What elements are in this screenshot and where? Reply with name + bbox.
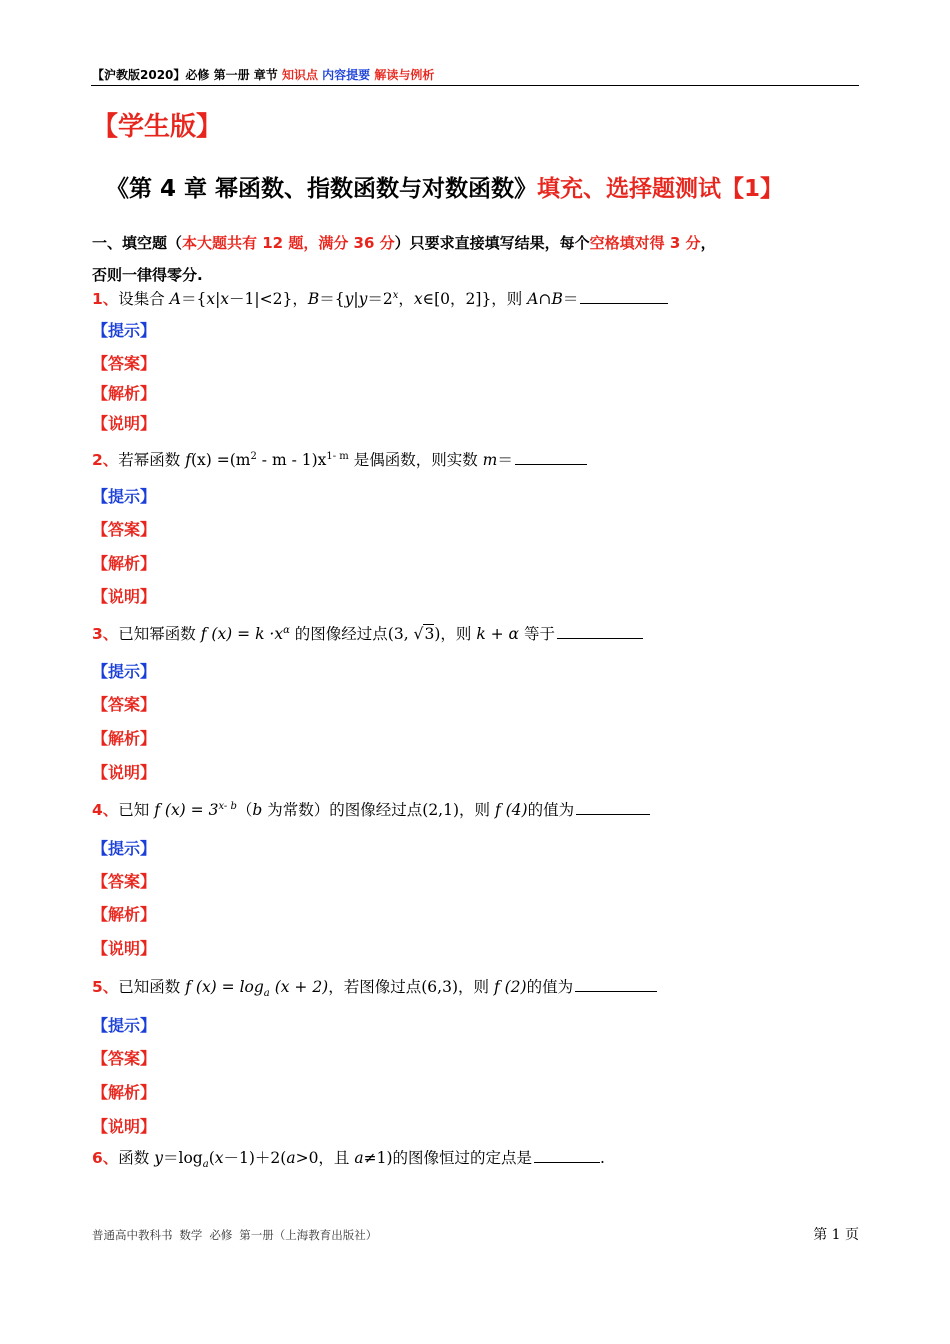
q-var: a xyxy=(354,1149,364,1167)
q5-analysis-label: 【解析】 xyxy=(92,1083,157,1102)
section-score: 本大题共有 12 题，满分 36 分 xyxy=(182,234,395,252)
q-text: >0，且 xyxy=(295,1149,355,1167)
q-text: ＝{ xyxy=(319,290,345,308)
q4-note-label: 【说明】 xyxy=(92,939,157,958)
q-var: a xyxy=(286,1149,296,1167)
answer-blank[interactable] xyxy=(580,288,668,304)
q-formula: f (x) = log xyxy=(185,978,264,996)
question-4 xyxy=(92,798,650,820)
q5-note-label: 【说明】 xyxy=(92,1117,157,1136)
q-expr: k + α xyxy=(476,625,520,643)
question-5 xyxy=(92,975,657,999)
q-text: ＝ xyxy=(562,290,579,308)
q-text: ∩ xyxy=(538,290,552,308)
q2-note-label: 【说明】 xyxy=(92,587,157,606)
question-number: 3、 xyxy=(92,625,119,643)
section-instructions xyxy=(92,232,716,253)
question-number: 6、 xyxy=(92,1149,119,1167)
q-text: ＝2 xyxy=(367,290,393,308)
q-var: B xyxy=(307,290,320,308)
question-6 xyxy=(92,1146,605,1170)
q-var: y xyxy=(344,290,354,308)
q1-analysis-label: 【解析】 xyxy=(92,384,157,403)
q5-hint-label: 【提示】 xyxy=(92,1016,157,1035)
q-point: (2,1) xyxy=(422,801,460,819)
q-var: x xyxy=(220,290,230,308)
q-subscript: a xyxy=(202,1159,209,1171)
q1-hint-label: 【提示】 xyxy=(92,321,157,340)
question-number: 5、 xyxy=(92,978,119,996)
q-var: x xyxy=(206,290,216,308)
q-exponent: x- b xyxy=(218,800,237,812)
q-text: ，若图像过点 xyxy=(328,978,422,996)
question-number: 1、 xyxy=(92,290,119,308)
q-var: A xyxy=(169,290,181,308)
q-formula: f (x) = k ·x xyxy=(200,625,284,643)
q-text: | xyxy=(353,290,359,308)
q-text: 已知 xyxy=(118,801,155,819)
q-text: ，则 xyxy=(440,625,477,643)
q-text: （ xyxy=(236,801,253,819)
q-text: | xyxy=(215,290,221,308)
q-var: y xyxy=(358,290,368,308)
q2-hint-label: 【提示】 xyxy=(92,487,157,506)
question-number: 2、 xyxy=(92,451,119,469)
q-var: m xyxy=(482,451,498,469)
q-var: A xyxy=(527,290,539,308)
q-var: B xyxy=(551,290,563,308)
q-point: (3, xyxy=(387,625,414,643)
question-number: 4、 xyxy=(92,801,119,819)
q-text: ( xyxy=(208,1149,215,1167)
q4-analysis-label: 【解析】 xyxy=(92,905,157,924)
header-divider xyxy=(91,85,859,86)
q-formula: f (x) = 3 xyxy=(154,801,219,819)
question-3: 3、已知幂函数 f $(x) = k \cdot x^\alpha$ 的图像经过点(3, √3)，则 k + α 等于 xyxy=(92,622,643,644)
section-instructions-line2: 否则一律得零分. xyxy=(92,266,203,284)
q-text: ， xyxy=(398,290,414,308)
q-sqrt: 3 xyxy=(424,625,435,643)
answer-blank[interactable] xyxy=(557,623,643,639)
q-point: ) xyxy=(434,625,441,643)
q-expr: f (2) xyxy=(493,978,527,996)
q3-hint-label: 【提示】 xyxy=(92,662,157,681)
q-expr: f (4) xyxy=(494,801,528,819)
header-summary: 内容提要 xyxy=(317,68,371,82)
page-number: 第 1 页 xyxy=(813,1227,859,1243)
q-subscript: a xyxy=(263,988,270,1000)
q-text: ＝log xyxy=(163,1149,203,1167)
question-2 xyxy=(92,448,587,470)
q1-note-label: 【说明】 xyxy=(92,414,157,433)
version-label: 【学生版】 xyxy=(92,112,223,142)
title-test: 填充、选择题测试【1】 xyxy=(537,176,784,202)
q5-answer-label: 【答案】 xyxy=(92,1049,157,1068)
q-text: . xyxy=(600,1149,605,1167)
q-text: 是偶函数，则实数 xyxy=(348,451,483,469)
answer-blank[interactable] xyxy=(576,799,650,815)
q-var: b xyxy=(252,801,263,819)
q-exponent: x xyxy=(392,289,399,301)
q4-hint-label: 【提示】 xyxy=(92,839,157,858)
page-title xyxy=(106,170,783,203)
q-text: 等于 xyxy=(519,625,555,643)
q-text: －1|<2}， xyxy=(229,290,308,308)
q-text: 的值为 xyxy=(526,978,574,996)
q-text: 的值为 xyxy=(527,801,575,819)
q2-analysis-label: 【解析】 xyxy=(92,554,157,573)
header-knowledge: 知识点 xyxy=(281,68,318,82)
q-exponent: 1- m xyxy=(326,450,349,462)
title-chapter: 《第 4 章 幂函数、指数函数与对数函数》 xyxy=(106,176,538,202)
q-text: ≠1)的图像恒过的定点是 xyxy=(363,1149,533,1167)
answer-blank[interactable] xyxy=(575,976,657,992)
q-text: ＝ xyxy=(497,451,513,469)
q-exponent: 2 xyxy=(250,450,257,462)
q-formula: - m - 1)x xyxy=(256,451,327,469)
q-text: 函数 xyxy=(118,1149,155,1167)
answer-blank[interactable] xyxy=(515,449,587,465)
q-text: 若幂函数 xyxy=(118,451,186,469)
q-text: 已知幂函数 xyxy=(118,625,201,643)
answer-blank[interactable] xyxy=(534,1147,600,1163)
q-text: 为常数）的图像经过点 xyxy=(262,801,423,819)
footer-book-title: 普通高中教科书 数学 必修 第一册（上海教育出版社） xyxy=(92,1228,378,1242)
running-header xyxy=(92,66,434,83)
q3-analysis-label: 【解析】 xyxy=(92,729,157,748)
q2-answer-label: 【答案】 xyxy=(92,520,157,539)
section-text-1: 一、填空题（ xyxy=(92,234,183,252)
q4-answer-label: 【答案】 xyxy=(92,872,157,891)
section-text-2: ）只要求直接填写结果，每个 xyxy=(394,234,590,252)
section-points: 空格填对得 3 分 xyxy=(589,234,701,252)
q-text: ，则 xyxy=(459,801,495,819)
q-text: 的图像经过点 xyxy=(289,625,388,643)
q-text: ，则 xyxy=(458,978,494,996)
header-source: 【沪教版2020】必修 第一册 章节 xyxy=(92,68,282,82)
q3-note-label: 【说明】 xyxy=(92,763,157,782)
question-1 xyxy=(92,287,668,309)
q-exponent: α xyxy=(283,624,290,636)
q-text: 设集合 xyxy=(118,290,170,308)
q3-answer-label: 【答案】 xyxy=(92,695,157,714)
q-var: y xyxy=(154,1149,163,1167)
q-point: (6,3) xyxy=(421,978,458,996)
q-formula: (x) =(m xyxy=(190,451,251,469)
q-var: x xyxy=(413,290,423,308)
section-text-3: ， xyxy=(700,234,716,252)
q1-answer-label: 【答案】 xyxy=(92,354,157,373)
q-formula: (x + 2) xyxy=(269,978,329,996)
q-var: x xyxy=(214,1149,224,1167)
q-func: f xyxy=(185,451,191,469)
q-text: 已知函数 xyxy=(118,978,186,996)
q-text: ∈[0，2]}，则 xyxy=(422,290,528,308)
header-examples: 解读与例析 xyxy=(370,68,435,82)
q-text: ＝{ xyxy=(180,290,207,308)
q-text: －1)＋2( xyxy=(223,1149,287,1167)
